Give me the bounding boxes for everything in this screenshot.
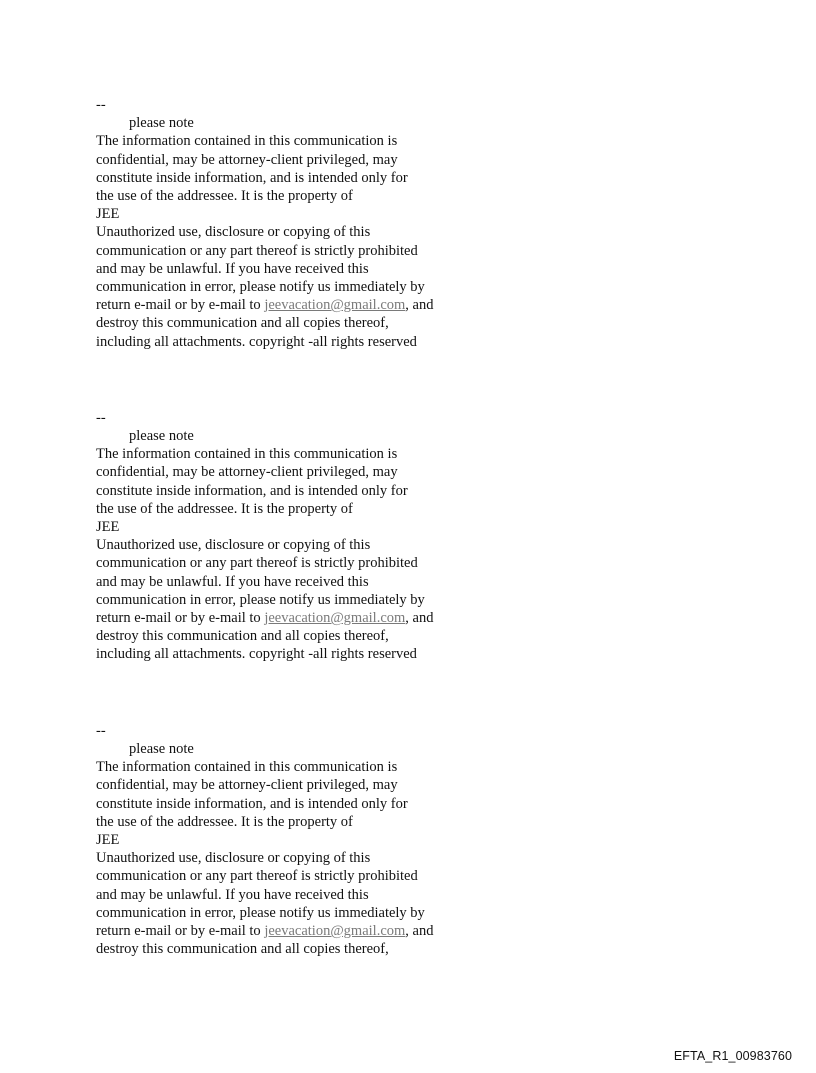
text-line: communication in error, please notify us immediately by — [96, 591, 425, 608]
text-line: destroy this communication and all copies thereof, — [96, 315, 389, 332]
text-line: the use of the addressee. It is the property of — [96, 188, 353, 205]
email-line — [96, 922, 556, 940]
text-line: The information contained in this communication is — [96, 446, 398, 463]
disclaimer-heading: please note — [129, 428, 194, 445]
disclaimer-block — [96, 96, 556, 351]
text-line: communication or any part thereof is strictly prohibited — [96, 868, 418, 885]
email-line — [96, 296, 556, 314]
text-line: confidential, may be attorney-client privileged, may — [96, 464, 398, 481]
email-prefix: return e-mail or by e-mail to — [96, 922, 265, 939]
text-line: JEE — [96, 206, 120, 223]
text-line: Unauthorized use, disclosure or copying of this — [96, 850, 371, 867]
text-line: including all attachments. copyright -all rights reserved — [96, 646, 417, 663]
text-line: confidential, may be attorney-client privileged, may — [96, 777, 398, 794]
text-line: destroy this communication and all copies thereof, — [96, 941, 389, 958]
text-line: destroy this communication and all copies thereof, — [96, 628, 389, 645]
separator-line: -- — [96, 722, 106, 739]
separator-line: -- — [96, 409, 106, 426]
text-line: Unauthorized use, disclosure or copying of this — [96, 537, 371, 554]
disclaimer-heading: please note — [129, 740, 194, 757]
text-line: The information contained in this communication is — [96, 133, 398, 150]
text-line: The information contained in this communication is — [96, 759, 398, 776]
separator-line: -- — [96, 97, 106, 113]
text-line: JEE — [96, 831, 120, 848]
email-prefix: return e-mail or by e-mail to — [96, 297, 265, 314]
document-id-footer: EFTA_R1_00983760 — [673, 1049, 792, 1063]
email-link[interactable]: jeevacation@gmail.com — [264, 922, 406, 939]
email-prefix: return e-mail or by e-mail to — [96, 610, 265, 627]
text-line: and may be unlawful. If you have received this — [96, 573, 369, 590]
text-line: constitute inside information, and is intended only for — [96, 169, 408, 186]
text-line: including all attachments. copyright -all rights reserved — [96, 333, 417, 350]
text-line: communication or any part thereof is strictly prohibited — [96, 242, 418, 259]
email-link[interactable]: jeevacation@gmail.com — [264, 297, 406, 314]
text-line: the use of the addressee. It is the property of — [96, 813, 353, 830]
email-suffix: , and — [405, 922, 434, 939]
text-line: communication in error, please notify us immediately by — [96, 904, 425, 921]
disclaimer-block — [96, 409, 556, 664]
text-line: JEE — [96, 519, 120, 536]
text-line: and may be unlawful. If you have received this — [96, 260, 369, 277]
email-suffix: , and — [405, 610, 434, 627]
text-line: Unauthorized use, disclosure or copying of this — [96, 224, 371, 241]
text-line: the use of the addressee. It is the property of — [96, 500, 353, 517]
text-line: constitute inside information, and is intended only for — [96, 482, 408, 499]
disclaimer-block — [96, 722, 556, 959]
email-link[interactable]: jeevacation@gmail.com — [264, 610, 406, 627]
text-line: confidential, may be attorney-client privileged, may — [96, 151, 398, 168]
disclaimer-heading: please note — [129, 115, 194, 132]
email-suffix: , and — [405, 297, 434, 314]
text-line: and may be unlawful. If you have received this — [96, 886, 369, 903]
email-line — [96, 609, 556, 627]
document-body — [96, 96, 556, 958]
text-line: constitute inside information, and is intended only for — [96, 795, 408, 812]
text-line: communication in error, please notify us immediately by — [96, 279, 425, 296]
text-line: communication or any part thereof is strictly prohibited — [96, 555, 418, 572]
